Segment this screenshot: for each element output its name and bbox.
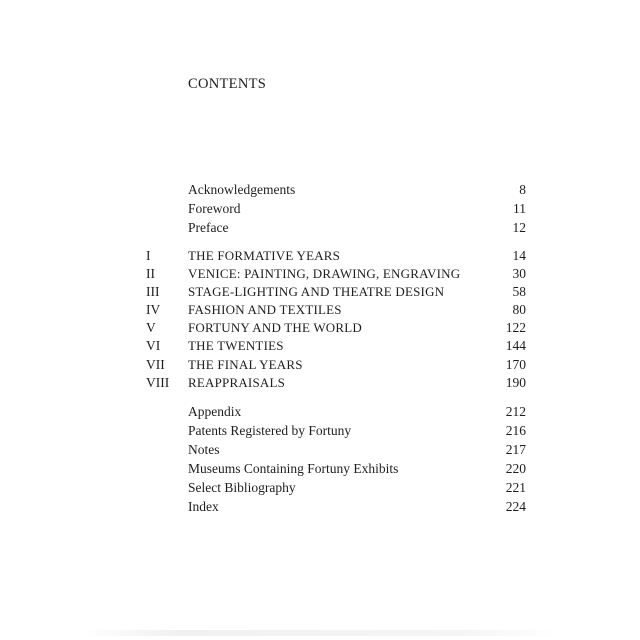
toc-entry-page: 8 [519,182,526,197]
toc-entry-title: Foreword [188,201,241,216]
chapter-title: VENICE: PAINTING, DRAWING, ENGRAVING [188,266,461,281]
toc-chapter-8 [0,373,640,392]
toc-chapter-1 [0,246,640,265]
chapter-title: FORTUNY AND THE WORLD [188,320,362,335]
toc-entry-page: 216 [505,423,526,438]
chapter-page: 58 [512,284,526,299]
toc-entry-notes [0,440,640,459]
toc-entry-title: Index [188,499,219,514]
toc-chapter-6 [0,336,640,355]
toc-chapter-3 [0,282,640,301]
toc-entry-page: 224 [505,499,526,514]
chapter-title: THE FINAL YEARS [188,357,303,372]
chapter-page: 30 [512,266,526,281]
toc-entry-title: Preface [188,220,229,235]
chapter-number: VI [146,338,161,353]
toc-entry-page: 217 [505,442,526,457]
chapter-page: 190 [505,375,526,390]
toc-entry-index [0,497,640,516]
chapter-title: THE FORMATIVE YEARS [188,248,341,263]
chapter-title: REAPPRAISALS [188,375,286,390]
chapter-title: THE TWENTIES [188,338,284,353]
chapter-number: III [146,284,160,299]
toc-entry-page: 212 [505,404,526,419]
chapter-page: 80 [512,302,526,317]
chapter-page: 170 [505,357,526,372]
chapter-number: II [146,266,155,281]
chapter-number: IV [146,302,161,317]
toc-entry-title: Select Bibliography [188,480,296,495]
chapter-page: 144 [505,338,526,353]
chapter-number: V [146,320,156,335]
toc-entry-patents [0,421,640,440]
chapter-title: STAGE-LIGHTING AND THEATRE DESIGN [188,284,445,299]
toc-entry-foreword [0,199,640,218]
contents-heading: CONTENTS [188,76,267,92]
toc-entry-title: Museums Containing Fortuny Exhibits [188,461,399,476]
toc-entry-title: Acknowledgements [188,182,296,197]
chapter-title: FASHION AND TEXTILES [188,302,342,317]
toc-entry-museums [0,459,640,478]
chapter-page: 14 [512,248,526,263]
toc-entry-acknowledgements [0,180,640,199]
toc-entry-page: 12 [512,220,526,235]
toc-chapter-7 [0,355,640,374]
toc-entry-title: Notes [188,442,220,457]
scan-edge-shadow [80,630,560,636]
toc-chapter-2 [0,264,640,283]
toc-entry-appendix [0,402,640,421]
chapter-number: I [146,248,151,263]
toc-entry-page: 220 [505,461,526,476]
chapter-page: 122 [505,320,526,335]
toc-chapter-4 [0,300,640,319]
toc-entry-page: 11 [513,201,526,216]
toc-entry-preface [0,218,640,237]
toc-entry-title: Appendix [188,404,242,419]
toc-chapter-5 [0,318,640,337]
toc-entry-title: Patents Registered by Fortuny [188,423,352,438]
chapter-number: VIII [146,375,170,390]
toc-entry-bibliography [0,478,640,497]
chapter-number: VII [146,357,165,372]
toc-entry-page: 221 [505,480,526,495]
